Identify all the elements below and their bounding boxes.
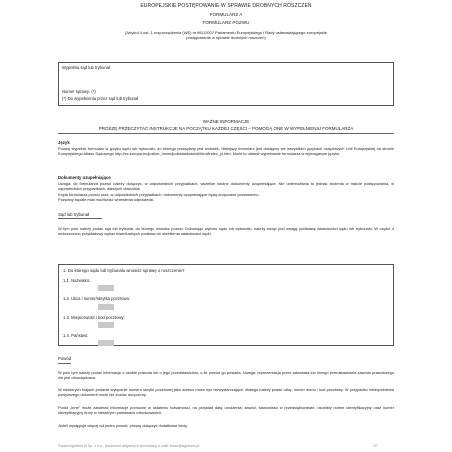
field-street-input[interactable] [98,304,114,310]
documents-heading: Dokumenty uzupełniające [58,175,111,180]
documents-text-1: Uwaga: do formularza pozwu należy dołączyć, w odpowiednich przypadkach, wszelkie istotne dokumenty uzupełniające. Nie uniemożliwia to jednak złożenia w trakcie postępowania, w odpowiednich przypadkach, dalszych dowodów. [58,181,394,192]
notice-title: WAŻNE INFORMACJE [202,119,250,124]
field-street-label: 1.2. Ulica i numer/skrytka pocztowa: [63,296,131,301]
field-city-label: 1.3. Miejscowość i kod pocztowy: [63,315,125,320]
page-number: 1/7 [373,444,378,448]
regulation-line-2: postępowanie w sprawie drobnych roszczeń) [186,35,266,40]
court-section-text: W tym polu należy podać sąd lub trybunał, do którego wnosisz pozew. Dokonując wyboru sądu lub trybunału, należy wziąć pod uwagę podstawę właściwości sądu lub trybunału. W części 4 umieszczono przykładowy wykaz ewentualnych podstaw do określenia właściwości sądu. [58,226,394,237]
plaintiff-text-2: W niektórych krajach podanie wyłącznie numeru skrytki pocztowej jako adresu może być niewystarczające, dlatego należy podać ulicę, numer domu i kod pocztowy. W przypadku niedopełnienia powyższego dokument może nie zostać doręczony. [58,387,394,398]
regulation-line-1: (Artykuł 4 ust. 1 rozporządzenia (WE) nr 861/2007 Parlamentu Europejskiego i Rady ustanawiającego europejskie [125,30,327,35]
field-country-label: 1.4. Państwo: [63,333,89,338]
court-use-box [58,62,394,106]
plaintiff-text-3: Punkt „Inne” może zawierać informacje pomocne w ustaleniu tożsamości, na przykład datę urodzenia, zawód, stanowisko w przedsiębiorstwie, osobisty numer identyfikacyjny oraz numer identyfikacyjny firmy w niektórych państwach członkowskich. [58,405,394,416]
divider [58,133,394,134]
plaintiff-heading: Powód [58,356,72,361]
documents-text-3: Pozwany będzie miał możliwość wniesienia odpowiedzi. [58,197,155,202]
form-main-title: EUROPEJSKIE POSTĘPOWANIE W SPRAWIE DROBNYCH ROSZCZEŃ [140,3,312,9]
court-section-heading: Sąd lub trybunał [58,212,90,217]
court-use-label: Wypełnia sąd lub trybunał [62,65,110,70]
language-heading: Język [58,140,70,145]
court-use-note: (*) Do wypełnienia przez sąd lub trybunał [62,96,139,101]
footer-copyright: ©www.signform.pl Sp. z o.o., producent aktywnych formularzy, e-mail: biuro@signform.pl [58,444,200,448]
court-question: 1. Do którego sądu lub trybunału wnosisz sprawę o roszczenie? [63,268,185,273]
form-name: FORMULARZ A [209,12,243,17]
field-name-label: 1.1. Nazwisko: [63,278,91,283]
plaintiff-text-4: Jeżeli występuje więcej niż jeden powód, proszę dołączyć dodatkowe karty. [58,423,188,428]
notice-subtitle: PROSZĘ PRZECZYTAĆ INSTRUKCJE NA POCZĄTKU KAŻDEJ CZĘŚCI – POMOGĄ ONE W WYPEŁNIENIU FORMULARZA [98,126,354,131]
heading-underline [58,363,71,364]
language-text: Proszę wypełnić formularz w języku sądu lub trybunału, do którego przesyłany jest wniosek. Niniejszy formularz jest dostępny we wszystkich językach urzędowych Unii Europejskiej na stronie Europejskiego Atlasu Sądowego http://ec.europa.eu/justice_home/judicialatlascivil/html/index_pl.htm. Może to ułatwić wypełnianie formularza w wymaganym języku. [58,146,394,157]
regulation-reference [0,30,452,40]
documents-text-2: Kopia formularza pozwu oraz, w odpowiednich przypadkach, dokumenty uzupełniające będą doręczane pozwanemu. [58,192,260,197]
field-name-input[interactable] [98,285,114,291]
case-number-label[interactable]: Numer sprawy: (*) [62,89,96,94]
field-country-input[interactable] [98,340,114,346]
court-question-box [58,264,394,346]
field-city-input[interactable] [98,322,114,328]
form-type: FORMULARZ POZWU [202,20,250,25]
plaintiff-text-1: W polu tym należy podać informacje o osobie powoda lub o jego przedstawicielu, o ile powód go posiada. Uwaga: reprezentacja przez adwokata lub innego przedstawiciela zawodu prawniczego nie jest obowiązkowa. [58,370,394,381]
heading-underline [58,218,102,219]
